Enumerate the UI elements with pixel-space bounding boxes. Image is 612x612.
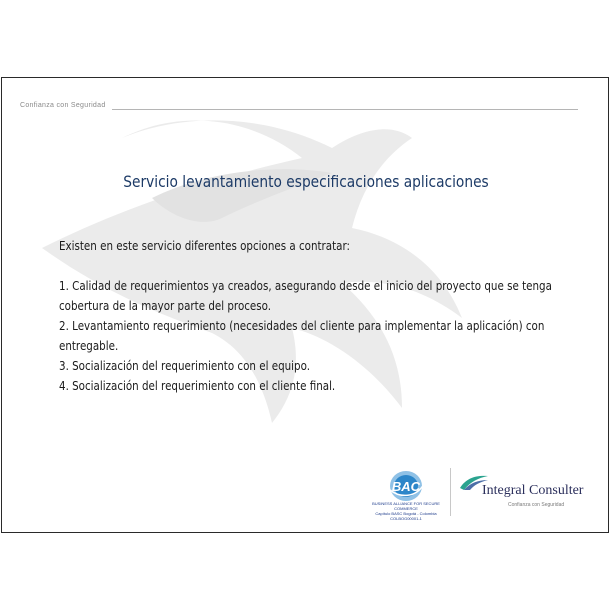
slide-title: Servicio levantamiento especificaciones aplicaciones xyxy=(123,172,489,191)
option-item: 3. Socialización del requerimiento con el equipo. xyxy=(59,359,311,373)
slide xyxy=(1,77,609,533)
header-rule xyxy=(112,109,578,110)
option-item: 1. Calidad de requerimientos ya creados, asegurando desde el inicio del proyecto que se tenga cobertura de la mayor parte del proceso. xyxy=(59,279,552,313)
option-item: 2. Levantamiento requerimiento (necesidades del cliente para implementar la aplicación) con entregable. xyxy=(59,319,545,353)
bac-caption xyxy=(362,501,450,521)
bac-line-3: COLBOG00001-1 xyxy=(390,516,422,521)
svg-text:BAC: BAC xyxy=(391,479,421,494)
intro-text: Existen en este servicio diferentes opciones a contratar: xyxy=(59,239,351,253)
header-tagline: Confianza con Seguridad xyxy=(20,102,106,109)
option-item: 4. Socialización del requerimiento con el cliente final. xyxy=(59,379,336,393)
bac-line-2: Capítulo BASC Bogotá - Colombia xyxy=(375,511,437,516)
slide-body xyxy=(59,236,592,396)
integral-consulter-name: Integral Consulter xyxy=(482,483,584,498)
bac-line-1: BUSINESS ALLIANCE FOR SECURE COMMERCE xyxy=(372,501,440,511)
logo-divider xyxy=(450,468,451,516)
integral-consulter-tagline: Confianza con Seguridad xyxy=(508,502,565,508)
